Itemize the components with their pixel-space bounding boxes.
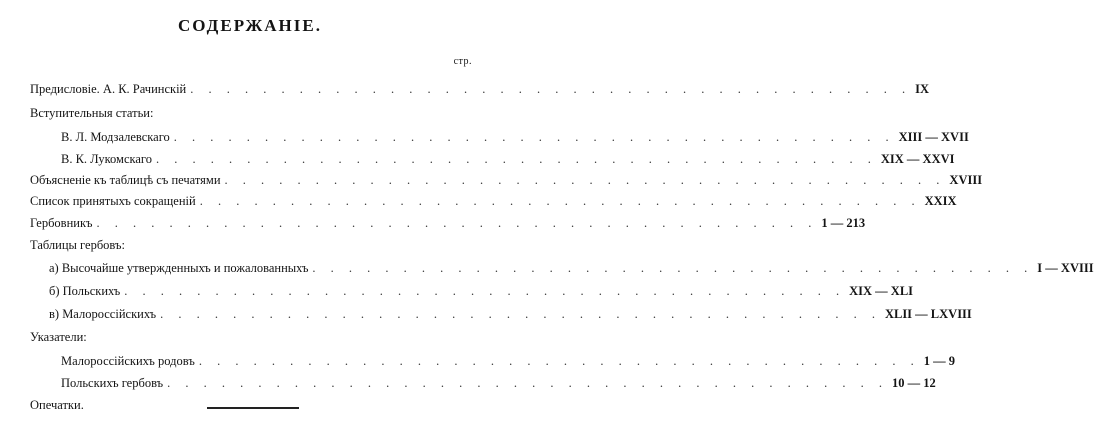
toc-entry-page: I — XVIII <box>1037 261 1094 275</box>
toc-entry[interactable] <box>61 150 955 168</box>
toc-section-heading <box>30 104 470 122</box>
toc-entry-label: Таблицы гербовъ: <box>30 238 125 252</box>
toc-entry-label: Вступительныя статьи: <box>30 106 154 120</box>
toc-entry-label: Гербовникъ <box>30 216 93 230</box>
toc-entry-page: XXIX <box>924 194 957 208</box>
toc-entry-label: Опечатки. <box>30 398 84 412</box>
toc-leader-dots: . . . . . . . . . . . . . . . . . . . . . . . . . . . . . . . . . . . . . . . . <box>124 284 846 298</box>
toc-entry-label: б) Польскихъ <box>49 284 121 298</box>
toc-entry-page: XVIII <box>949 173 983 187</box>
toc-entry-label: Малороссійскихъ родовъ <box>61 354 195 368</box>
toc-entry-label: Список принятыхъ сокращеній <box>30 194 196 208</box>
toc-entry[interactable] <box>30 192 957 210</box>
toc-entry[interactable] <box>30 80 930 98</box>
toc-entry[interactable] <box>30 171 983 189</box>
toc-entry-label: Польскихъ гербовъ <box>61 376 164 390</box>
toc-entry-page: XIX — XLI <box>849 284 914 298</box>
toc-entry-label: Объясненіе къ таблицѣ съ печатями <box>30 173 221 187</box>
page-title: СОДЕРЖАНІЕ. <box>178 16 322 35</box>
toc-entry-label: а) Высочайше утвержденныхъ и пожалованныхъ <box>49 261 309 275</box>
toc-leader-dots: . . . . . . . . . . . . . . . . . . . . . . . . . . . . . . . . . . . . . . . . <box>160 307 881 321</box>
toc-entry[interactable] <box>61 374 936 392</box>
toc-entry-label: В. К. Лукомскаго <box>61 152 152 166</box>
toc-leader-dots: . . . . . . . . . . . . . . . . . . . . . . . . . . . . . . . . . . . . . . . . <box>173 130 895 144</box>
toc-entry-page: 1 — 213 <box>821 216 866 230</box>
toc-entry-page: XLII — LXVIII <box>884 307 972 321</box>
toc-entry[interactable] <box>49 305 972 323</box>
toc-entry-page: IX <box>915 82 930 96</box>
toc-entry-label: Указатели: <box>30 330 87 344</box>
toc-entry-page: 1 — 9 <box>923 354 955 368</box>
toc-entry[interactable] <box>49 282 914 300</box>
toc-entry-label: В. Л. Модзалевскаго <box>61 130 170 144</box>
toc-section-heading <box>30 328 470 346</box>
toc-entry-page: XIII — XVII <box>898 130 969 144</box>
toc-leader-dots: . . . . . . . . . . . . . . . . . . . . . . . . . . . . . . . . . . . . . . . . <box>312 261 1034 275</box>
toc-entry[interactable] <box>30 396 470 414</box>
toc-entry[interactable] <box>61 352 955 370</box>
toc-entry-label: в) Малороссійскихъ <box>49 307 157 321</box>
toc-entry[interactable] <box>49 259 1094 277</box>
toc-entry-page: 10 — 12 <box>892 376 936 390</box>
toc-section-heading <box>30 236 470 254</box>
toc-leader-dots: . . . . . . . . . . . . . . . . . . . . . . . . . . . . . . . . . . . . . . . . <box>198 354 920 368</box>
toc-entry[interactable] <box>61 128 969 146</box>
toc-entry-label: Предисловіе. А. К. Рачинскій <box>30 82 187 96</box>
toc-leader-dots: . . . . . . . . . . . . . . . . . . . . . . . . . . . . . . . . . . . . . . . . <box>199 194 921 208</box>
toc-entry-page: XIX — XXVI <box>880 152 955 166</box>
closing-rule <box>207 407 299 409</box>
toc-entry[interactable] <box>30 214 866 232</box>
toc-leader-dots: . . . . . . . . . . . . . . . . . . . . . . . . . . . . . . . . . . . . . . . . <box>167 376 889 390</box>
toc-leader-dots: . . . . . . . . . . . . . . . . . . . . . . . . . . . . . . . . . . . . . . . . <box>156 152 877 166</box>
page-column-header: стр. <box>453 56 472 67</box>
toc-leader-dots: . . . . . . . . . . . . . . . . . . . . . . . . . . . . . . . . . . . . . . . . <box>96 216 818 230</box>
toc-leader-dots: . . . . . . . . . . . . . . . . . . . . . . . . . . . . . . . . . . . . . . . . <box>224 173 946 187</box>
toc-leader-dots: . . . . . . . . . . . . . . . . . . . . . . . . . . . . . . . . . . . . . . . . <box>190 82 912 96</box>
